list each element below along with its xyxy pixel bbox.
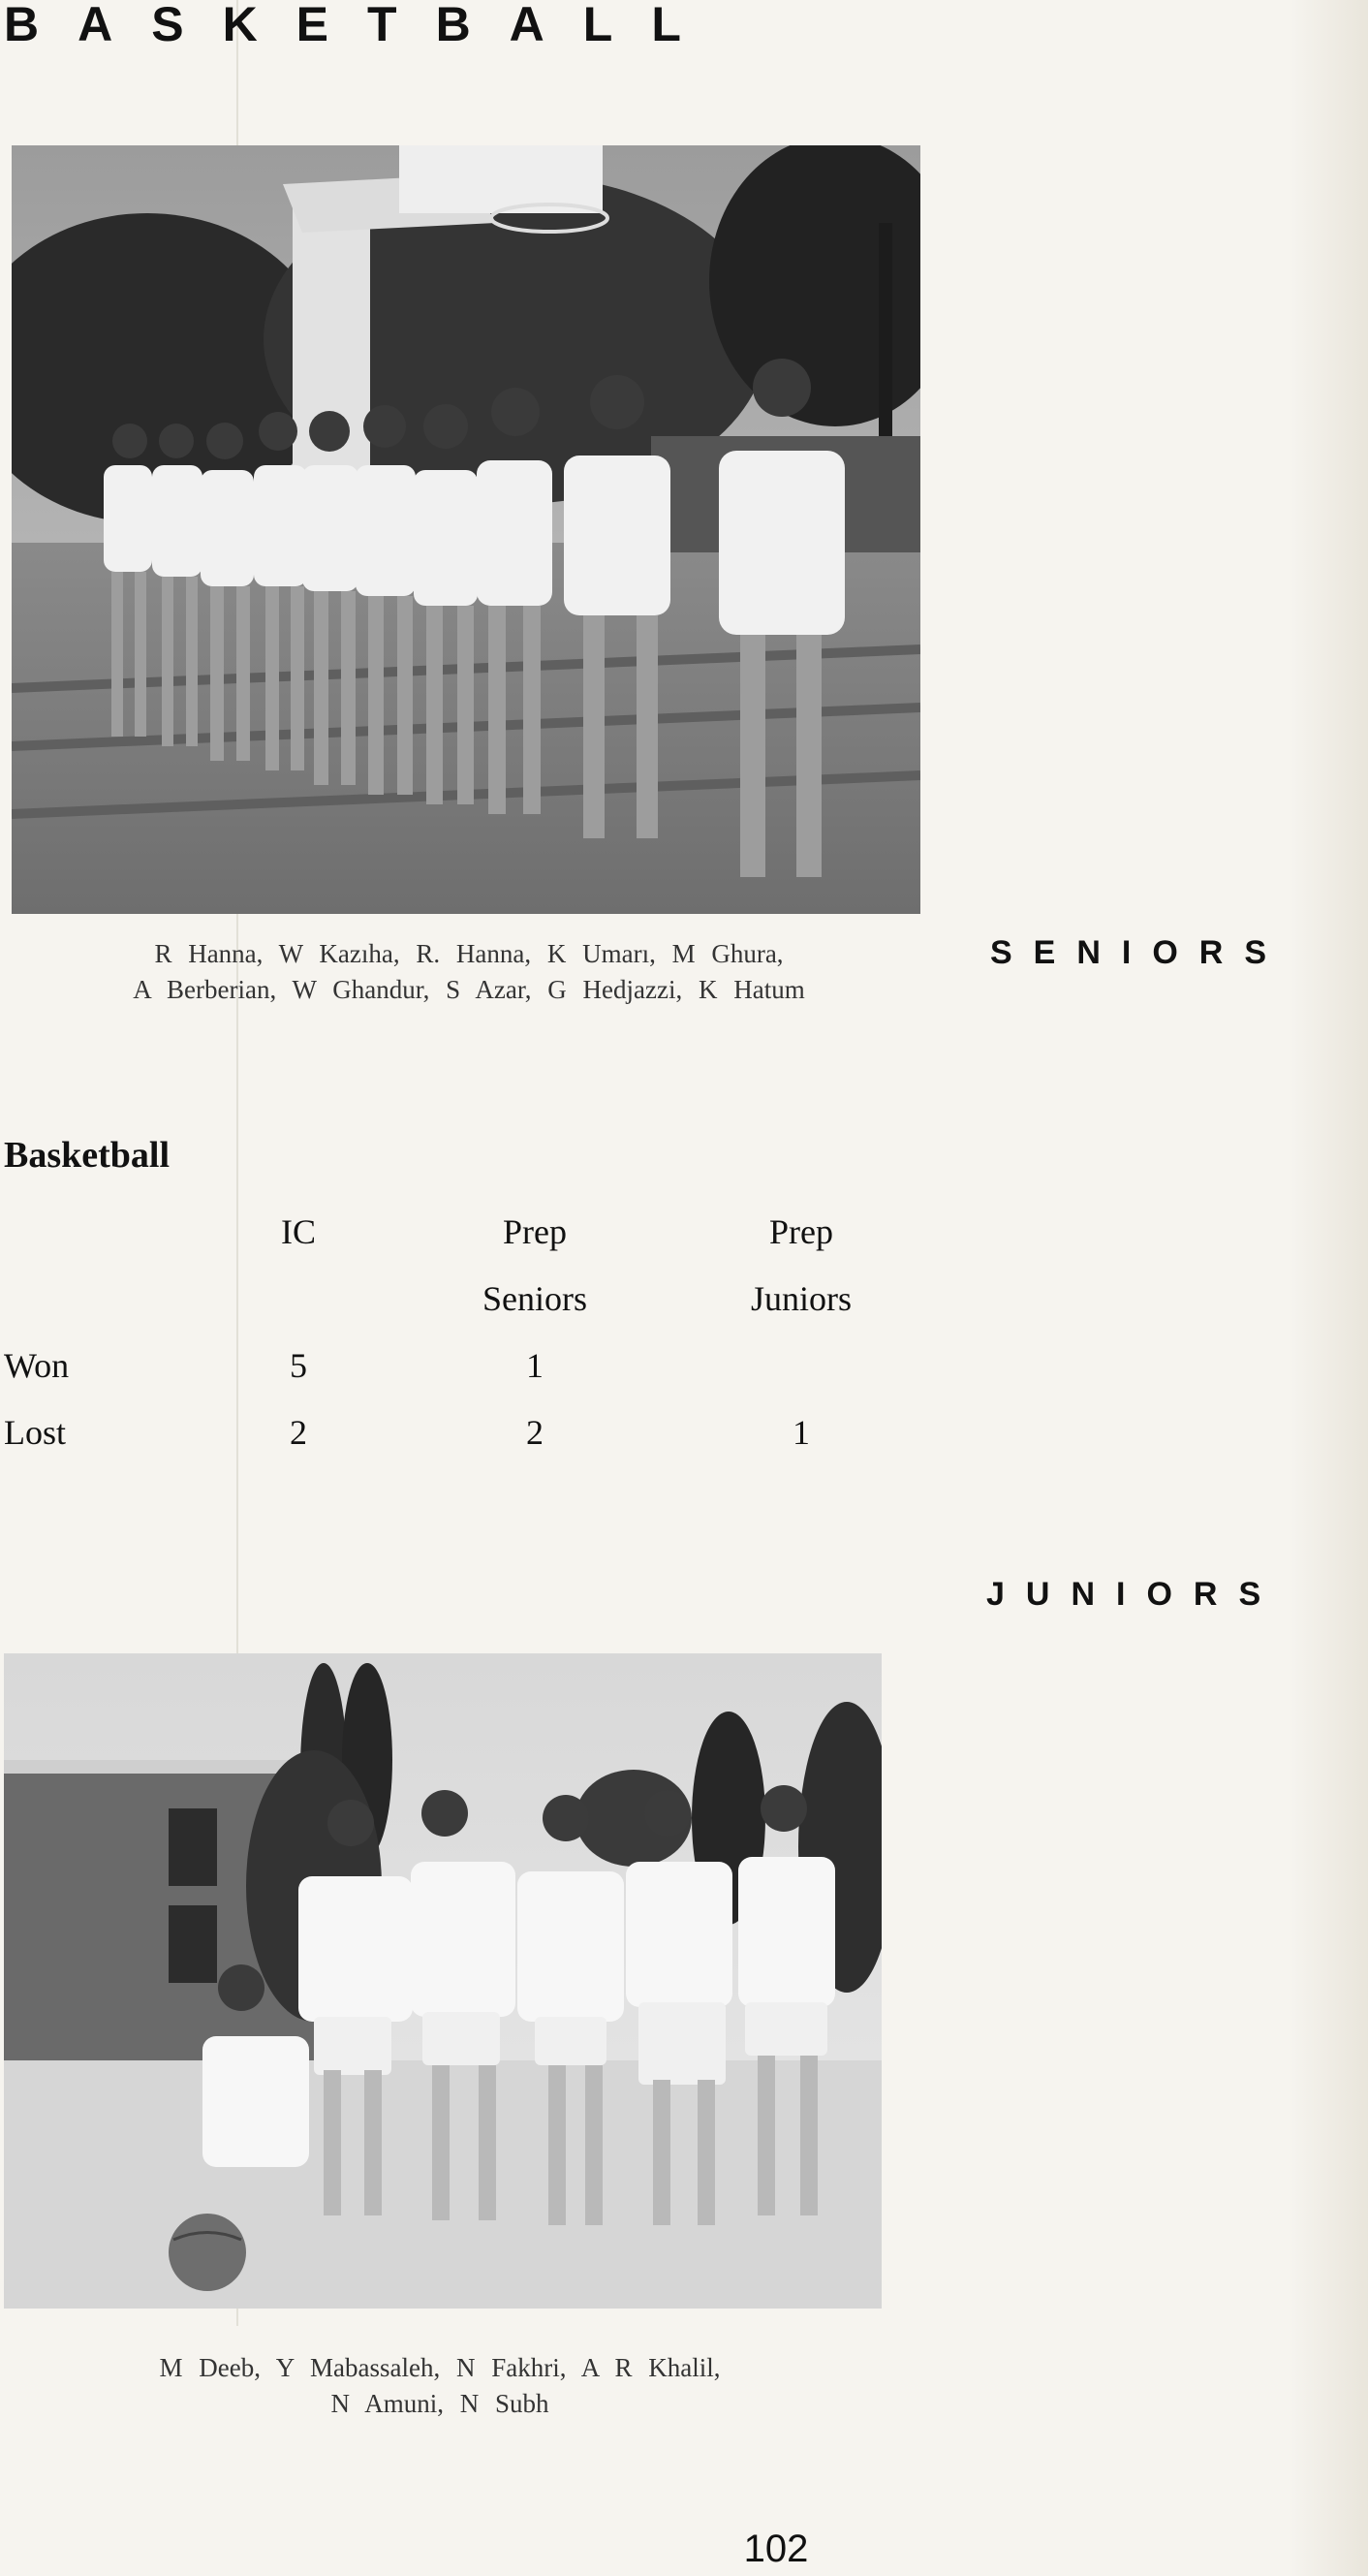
header-cell-ic: IC: [281, 1211, 316, 1251]
header-cell-prep-juniors: Prep: [769, 1211, 833, 1251]
table-cell: 2: [526, 1412, 544, 1452]
header-cell: [0, 1265, 256, 1332]
juniors-photo-illustration: [4, 1653, 882, 2309]
stats-row-won: [0, 1332, 922, 1398]
row-label: Lost: [4, 1412, 67, 1452]
seniors-caption-line-2: A Berberian, W Ghandur, S Azar, G Hedjazzi, K Hatum: [133, 975, 805, 1004]
seniors-photo-illustration: [12, 145, 920, 914]
seniors-caption: [14, 936, 924, 1008]
page-edge-shadow: [1289, 0, 1368, 2576]
seniors-section-label: SENIORS: [990, 934, 1289, 971]
juniors-caption: [14, 2350, 866, 2422]
table-cell: 2: [290, 1412, 307, 1452]
page-number: 102: [743, 2528, 809, 2570]
header-cell-seniors: Seniors: [482, 1278, 587, 1318]
stats-header-row-1: [0, 1198, 922, 1265]
juniors-caption-line-2: N Amuni, N Subh: [330, 2389, 549, 2418]
header-cell: [256, 1265, 341, 1332]
table-cell: 5: [290, 1345, 307, 1385]
table-cell: 1: [526, 1345, 544, 1385]
header-cell-prep-seniors: Prep: [503, 1211, 567, 1251]
table-cell: [661, 1332, 922, 1398]
stats-header-row-2: [0, 1265, 922, 1332]
juniors-caption-line-1: M Deeb, Y Mabassaleh, N Fakhri, A R Khalil,: [159, 2353, 721, 2382]
seniors-team-photo: [12, 145, 920, 914]
stats-title: Basketball: [4, 1135, 171, 1176]
seniors-caption-line-1: R Hanna, W Kazıha, R. Hanna, K Umarı, M Ghura,: [154, 939, 784, 968]
header-cell: [0, 1198, 256, 1265]
stats-row-lost: [0, 1398, 922, 1465]
page-title: BASKETBALL: [4, 0, 720, 51]
header-cell-juniors: Juniors: [750, 1278, 852, 1318]
row-label: Won: [4, 1345, 70, 1385]
juniors-team-photo: [4, 1653, 882, 2309]
table-cell: 1: [793, 1412, 810, 1452]
juniors-section-label: JUNIORS: [986, 1576, 1283, 1613]
stats-table: [0, 1198, 922, 1465]
